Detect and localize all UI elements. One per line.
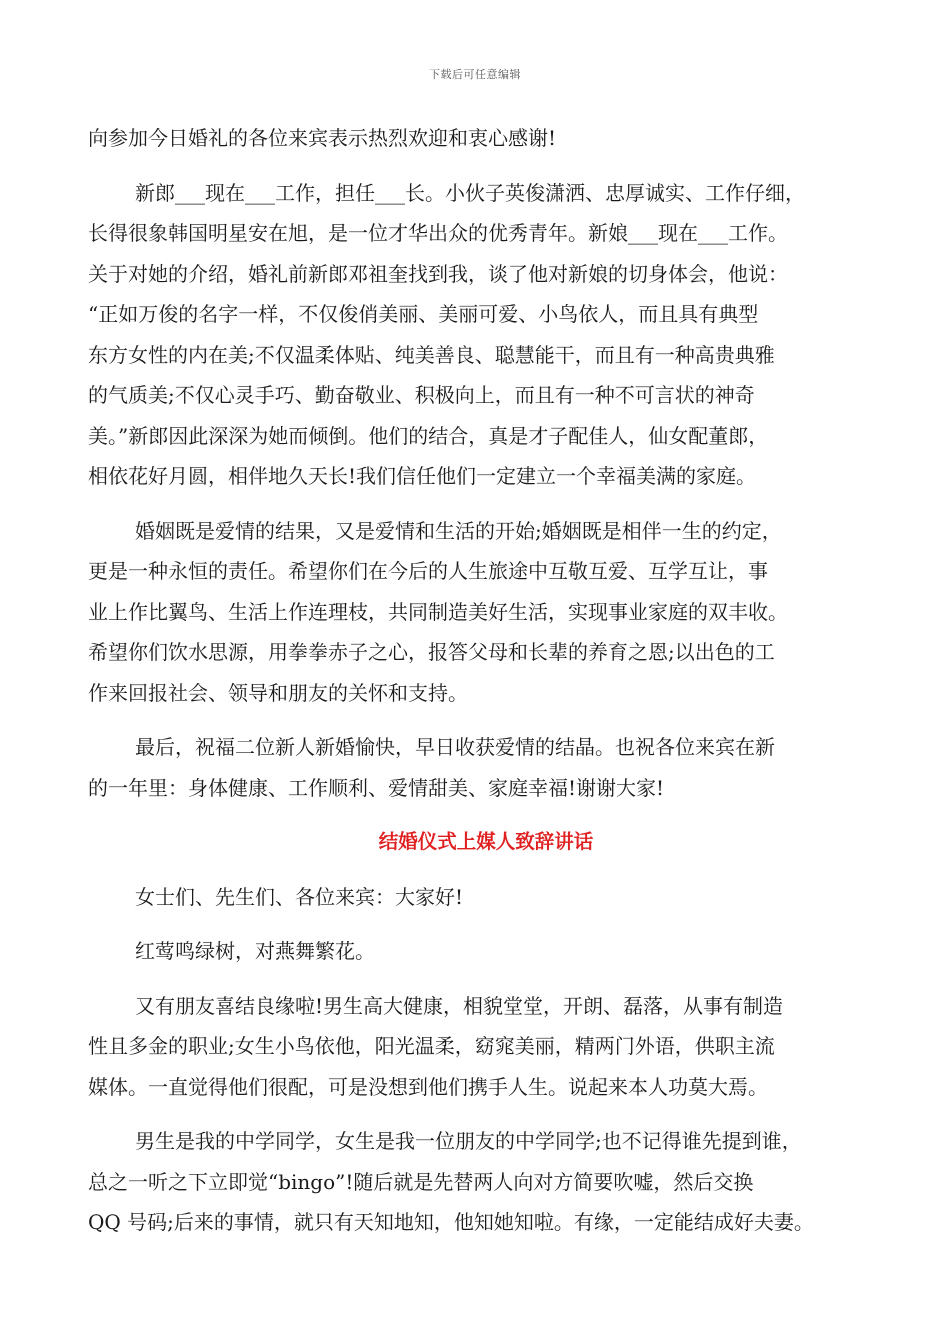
paragraph-couplet: [88, 931, 878, 972]
text-line: 相依花好月圆，相伴地久天长!我们信任他们一定建立一个幸福美满的家庭。: [88, 464, 757, 488]
text-line: 的气质美;不仅心灵手巧、勤奋敬业、积极向上，而且有一种不可言状的神奇: [88, 383, 755, 407]
text-line: 希望你们饮水思源，用拳拳赤子之心，报答父母和长辈的养育之恩;以出色的工: [88, 640, 775, 664]
paragraph-marriage-hopes: [88, 511, 878, 714]
text-line: 媒体。一直觉得他们很配，可是没想到他们携手人生。说起来本人功莫大焉。: [88, 1074, 768, 1099]
paragraph-greeting: [88, 877, 878, 918]
text-line: 作来回报社会、领导和朋友的关怀和支持。: [88, 680, 468, 705]
paragraph-friends-married: [88, 986, 878, 1108]
text-line: 红莺鸣绿树，对燕舞繁花。: [135, 939, 375, 963]
text-line: “正如万俊的名字一样，不仅俊俏美丽、美丽可爱、小鸟依人，而且具有典型: [88, 302, 759, 326]
text-line: 婚姻既是爱情的结果，又是爱情和生活的开始;婚姻既是相伴一生的约定，: [135, 518, 782, 543]
text-line: 男生是我的中学同学，女生是我一位朋友的中学同学;也不记得谁先提到谁，: [135, 1129, 802, 1153]
text-line: 最后，祝福二位新人新婚愉快，早日收获爱情的结晶。也祝各位来宾在新: [135, 735, 775, 759]
text-line: 长得很象韩国明星安在旭，是一位才华出众的优秀青年。新娘___现在___工作。: [88, 221, 788, 245]
text-line: 又有朋友喜结良缘啦!男生高大健康，相貌堂堂，开朗、磊落，从事有制造: [135, 993, 784, 1018]
paragraph-how-they-met: [88, 1121, 878, 1243]
text-line: QQ 号码;后来的事情，就只有天知地知，他知她知啦。有缘，一定能结成好夫妻。: [88, 1210, 814, 1234]
text-line: 新郎___现在___工作，担任___长。小伙子英俊潇洒、忠厚诚实、工作仔细，: [135, 180, 805, 205]
text-line: 的一年里：身体健康、工作顺利、爱情甜美、家庭幸福!谢谢大家!: [88, 775, 665, 800]
header-note: 下载后可任意编辑: [429, 68, 521, 81]
text-line: 更是一种永恒的责任。希望你们在今后的人生旅途中互敬互爱、互学互让，事: [88, 559, 768, 583]
section-title: 结婚仪式上媒人致辞讲话: [378, 830, 594, 853]
text-line: 东方女性的内在美;不仅温柔体贴、纯美善良、聪慧能干，而且有一种高贵典雅: [88, 342, 775, 367]
paragraph-welcome-ending: [88, 118, 878, 159]
document-body: [88, 118, 878, 1243]
paragraph-couple-intro: [88, 173, 878, 497]
text-line: 性且多金的职业;女生小鸟依他，阳光温柔，窈窕美丽，精两门外语，供职主流: [88, 1034, 775, 1058]
text-line: 关于对她的介绍，婚礼前新郎邓祖奎找到我，谈了他对新娘的切身体会，他说：: [88, 261, 788, 286]
paragraph-blessing: [88, 727, 878, 808]
text-line: 女士们、先生们、各位来宾：大家好!: [135, 884, 464, 909]
text-line: 总之一听之下立即觉“bingo”!随后就是先替两人向对方简要吹嘘，然后交换: [88, 1169, 754, 1194]
text-line: 美。”新郎因此深深为她而倾倒。他们的结合，真是才子配佳人，仙女配董郎，: [88, 423, 769, 448]
text-line: 向参加今日婚礼的各位来宾表示热烈欢迎和衷心感谢!: [88, 126, 557, 150]
text-line: 业上作比翼鸟、生活上作连理枝，共同制造美好生活，实现事业家庭的双丰收。: [88, 599, 788, 624]
